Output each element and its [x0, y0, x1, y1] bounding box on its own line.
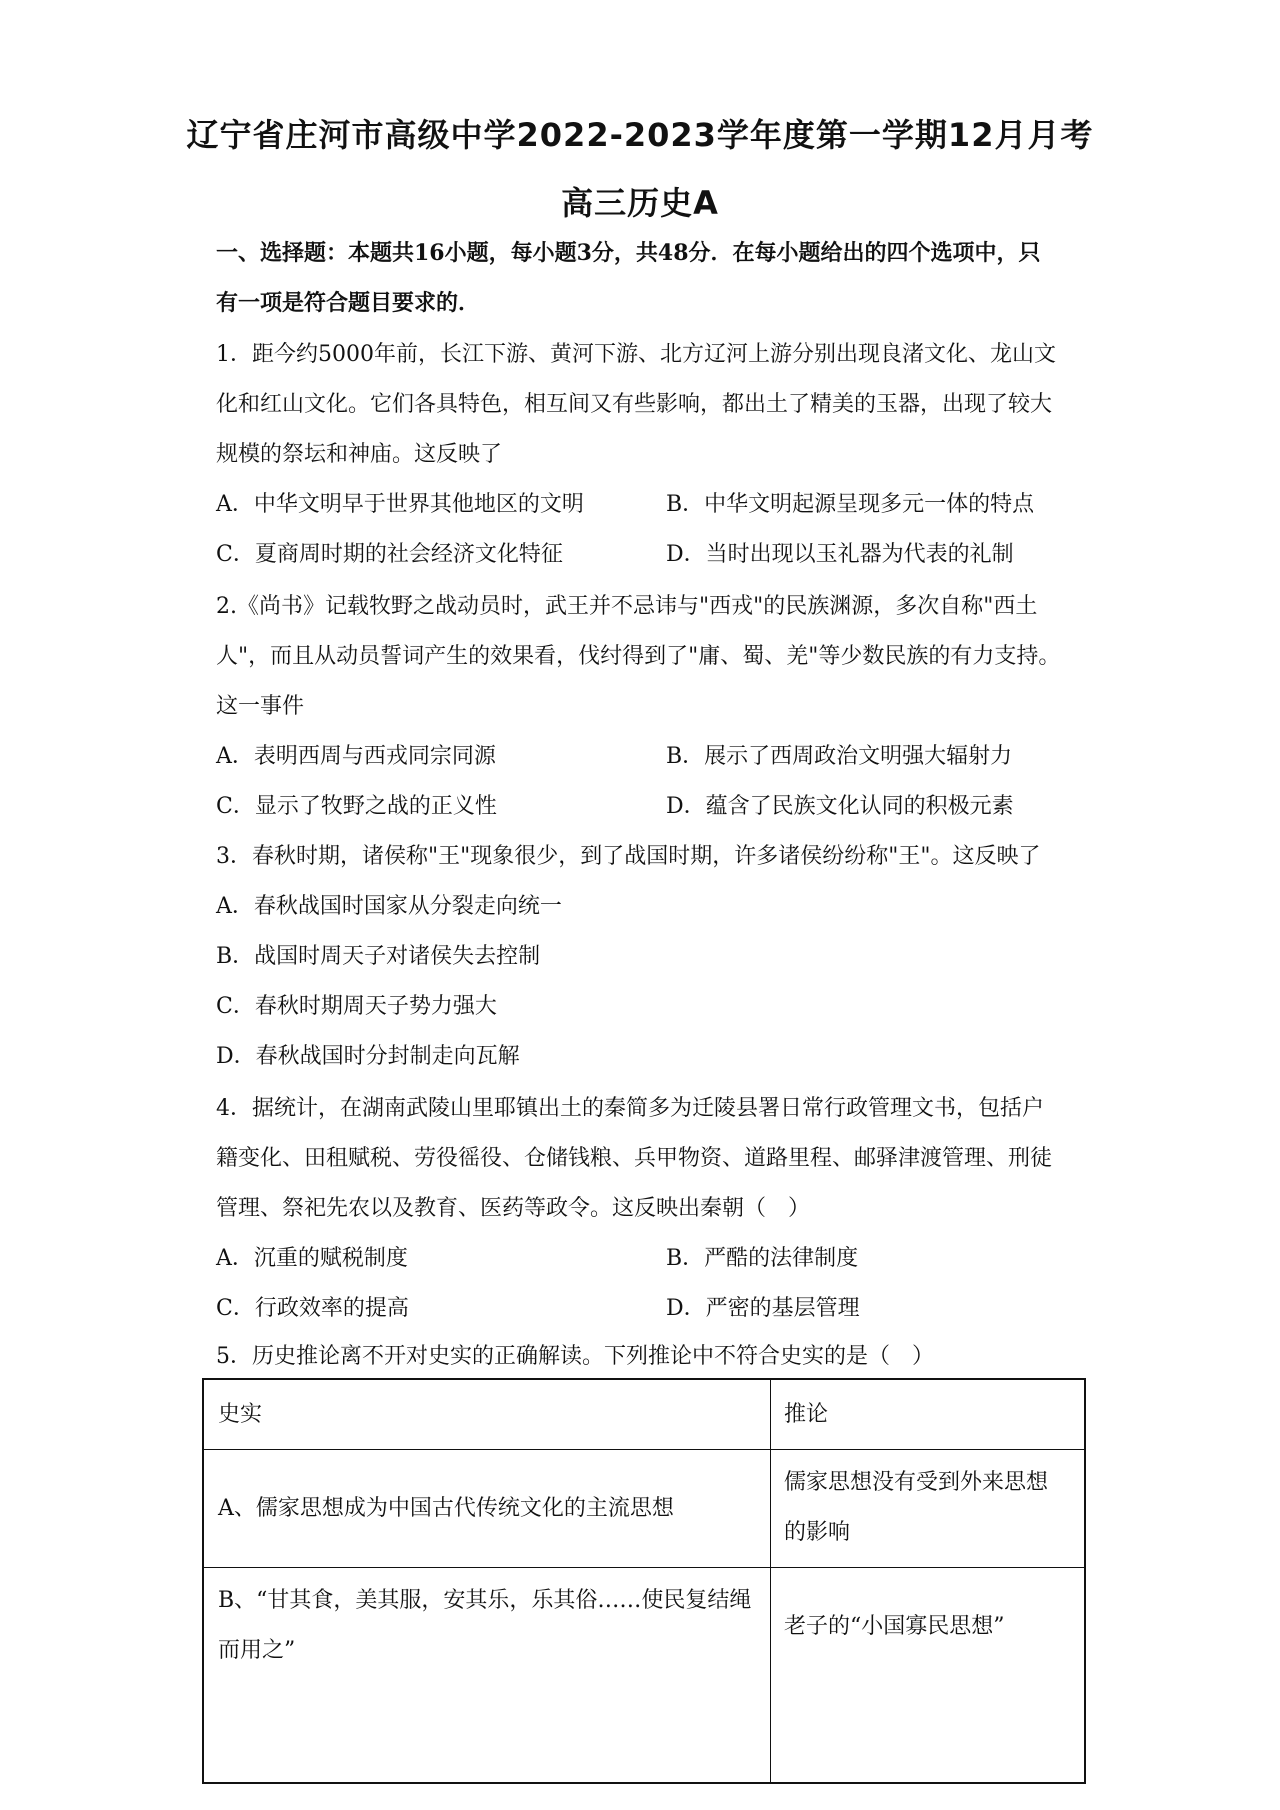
q3-stem: 3．春秋时期，诸侯称"王"现象很少，到了战国时期，许多诸侯纷纷称"王"。这反映了 — [216, 844, 1041, 869]
table-row-a — [204, 1450, 1084, 1568]
q2-stem-line-1: 2.《尚书》记载牧野之战动员时，武王并不忌讳与"西戎"的民族渊源，多次自称"西土 — [216, 594, 1038, 619]
table-header-row — [204, 1380, 1084, 1450]
section-intro-line-2: 有一项是符合题目要求的． — [216, 290, 481, 316]
q2-stem-line-3: 这一事件 — [216, 694, 305, 719]
q1-option-a[interactable]: A．中华文明早于世界其他地区的文明 — [216, 492, 584, 517]
q2-option-b[interactable]: B．展示了西周政治文明强大辐射力 — [666, 744, 1013, 769]
q2-option-a[interactable]: A．表明西周与西戎同宗同源 — [216, 744, 496, 769]
q1-option-d[interactable]: D．当时出现以玉礼器为代表的礼制 — [666, 542, 1014, 567]
row-b-inference: 老子的“小国寡民思想” — [784, 1614, 1005, 1639]
exam-subtitle: 高三历史A — [561, 184, 719, 222]
q4-option-a[interactable]: A．沉重的赋税制度 — [216, 1246, 408, 1271]
q3-option-a[interactable]: A．春秋战国时国家从分裂走向统一 — [216, 894, 562, 919]
table-row-b — [204, 1568, 1084, 1782]
q4-stem-line-1: 4．据统计，在湖南武陵山里耶镇出土的秦简多为迁陵县署日常行政管理文书，包括户 — [216, 1096, 1044, 1121]
row-a-fact: A、儒家思想成为中国古代传统文化的主流思想 — [218, 1496, 674, 1521]
q3-option-c[interactable]: C．春秋时期周天子势力强大 — [216, 994, 497, 1019]
q2-stem-line-2: 人"，而且从动员誓词产生的效果看，伐纣得到了"庸、蜀、羌"等少数民族的有力支持。 — [216, 644, 1061, 669]
q3-option-d[interactable]: D．春秋战国时分封制走向瓦解 — [216, 1044, 520, 1069]
q2-option-d[interactable]: D．蕴含了民族文化认同的积极元素 — [666, 794, 1014, 819]
q1-stem-line-2: 化和红山文化。它们各具特色，相互间又有些影响，都出土了精美的玉器，出现了较大 — [216, 392, 1053, 417]
table-header-fact: 史实 — [218, 1402, 263, 1427]
q1-option-c[interactable]: C．夏商周时期的社会经济文化特征 — [216, 542, 563, 567]
q4-option-d[interactable]: D．严密的基层管理 — [666, 1296, 860, 1321]
q5-stem: 5．历史推论离不开对史实的正确解读。下列推论中不符合史实的是（ ） — [216, 1344, 934, 1369]
row-b-fact-line-2: 而用之” — [218, 1638, 296, 1663]
q4-option-b[interactable]: B．严酷的法律制度 — [666, 1246, 859, 1271]
row-b-fact-line-1: B、“甘其食，美其服，安其乐，乐其俗……使民复结绳 — [218, 1588, 752, 1613]
q1-option-b[interactable]: B．中华文明起源呈现多元一体的特点 — [666, 492, 1035, 517]
exam-title: 辽宁省庄河市高级中学2022-2023学年度第一学期12月月考 — [186, 116, 1094, 154]
q1-stem-line-3: 规模的祭坛和神庙。这反映了 — [216, 442, 503, 467]
q4-stem-line-2: 籍变化、田租赋税、劳役徭役、仓储钱粮、兵甲物资、道路里程、邮驿津渡管理、刑徒 — [216, 1146, 1053, 1171]
row-a-inference-line-1: 儒家思想没有受到外来思想 — [784, 1470, 1049, 1495]
q5-table — [202, 1378, 1086, 1784]
q4-stem-line-3: 管理、祭祀先农以及教育、医药等政令。这反映出秦朝（ ） — [216, 1196, 811, 1221]
table-header-inference: 推论 — [784, 1402, 829, 1427]
section-intro-line-1: 一、选择题：本题共16小题，每小题3分，共48分．在每小题给出的四个选项中，只 — [216, 240, 1041, 266]
q3-option-b[interactable]: B．战国时周天子对诸侯失去控制 — [216, 944, 541, 969]
q1-stem-line-1: 1．距今约5000年前，长江下游、黄河下游、北方辽河上游分别出现良渚文化、龙山文 — [216, 342, 1056, 367]
q4-option-c[interactable]: C．行政效率的提高 — [216, 1296, 409, 1321]
row-a-inference-line-2: 的影响 — [784, 1520, 851, 1545]
q2-option-c[interactable]: C．显示了牧野之战的正义性 — [216, 794, 497, 819]
